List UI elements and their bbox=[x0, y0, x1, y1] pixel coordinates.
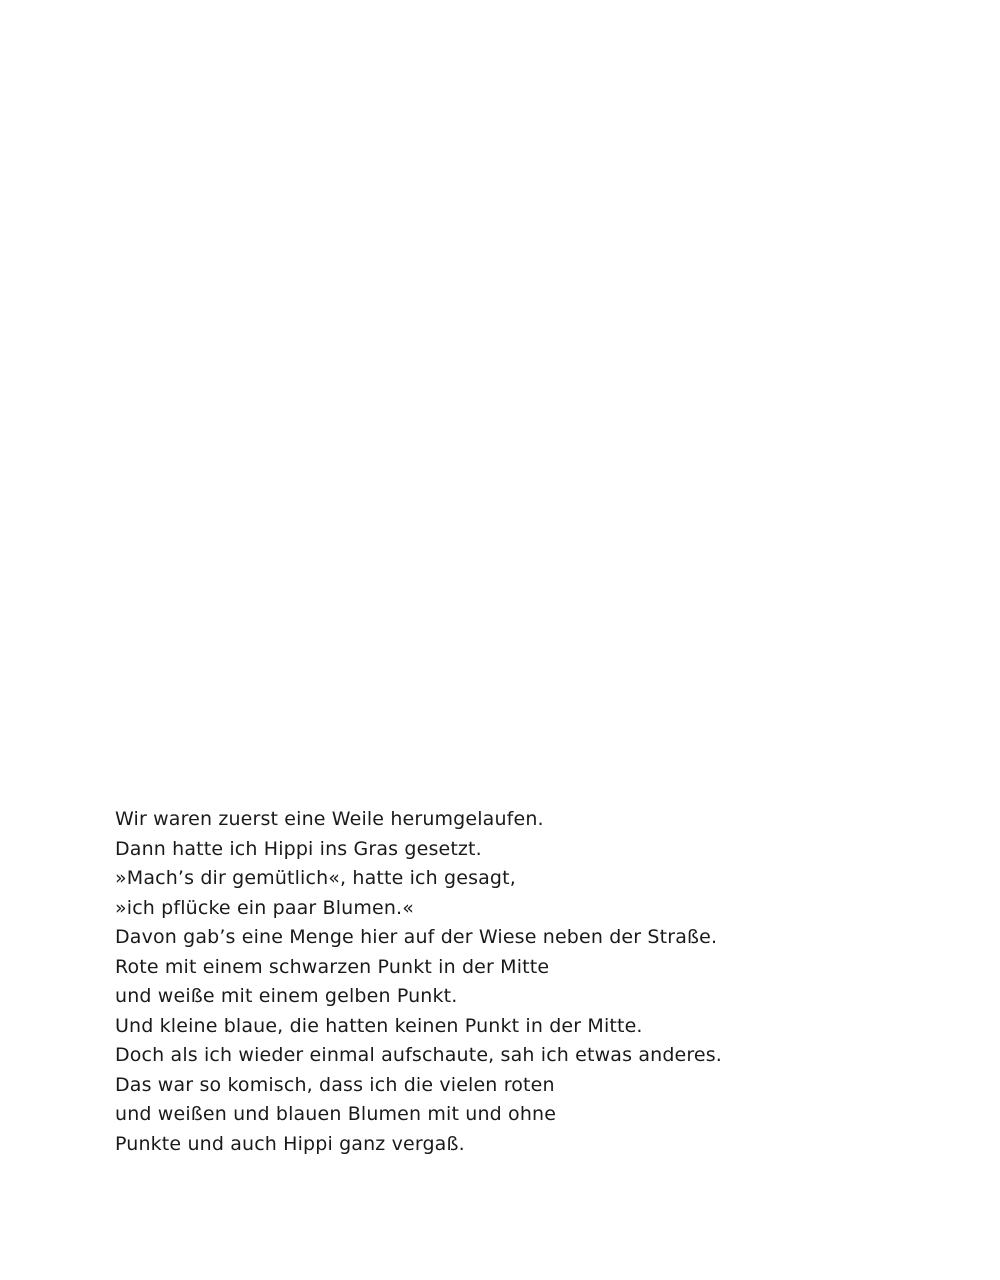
text-line: Doch als ich wieder einmal aufschaute, sah ich etwas anderes. bbox=[115, 1044, 723, 1066]
text-line: Rote mit einem schwarzen Punkt in der Mitte bbox=[115, 955, 550, 978]
text-line: »Mach’s dir gemütlich«, hatte ich gesagt, bbox=[115, 867, 516, 889]
text-line: und weißen und blauen Blumen mit und ohne bbox=[115, 1103, 557, 1125]
text-line: Punkte und auch Hippi ganz vergaß. bbox=[115, 1132, 465, 1155]
text-line: Und kleine blaue, die hatten keinen Punkt in der Mitte. bbox=[115, 1014, 643, 1037]
story-paragraph bbox=[115, 805, 895, 1159]
text-line: Davon gab’s eine Menge hier auf der Wiese neben der Straße. bbox=[115, 926, 718, 948]
text-line: »ich pflücke ein paar Blumen.« bbox=[115, 896, 415, 919]
text-line: Dann hatte ich Hippi ins Gras gesetzt. bbox=[115, 837, 482, 860]
text-line: Das war so komisch, dass ich die vielen roten bbox=[115, 1073, 555, 1096]
text-line: Wir waren zuerst eine Weile herumgelaufen. bbox=[115, 808, 544, 830]
text-line: und weiße mit einem gelben Punkt. bbox=[115, 985, 458, 1007]
